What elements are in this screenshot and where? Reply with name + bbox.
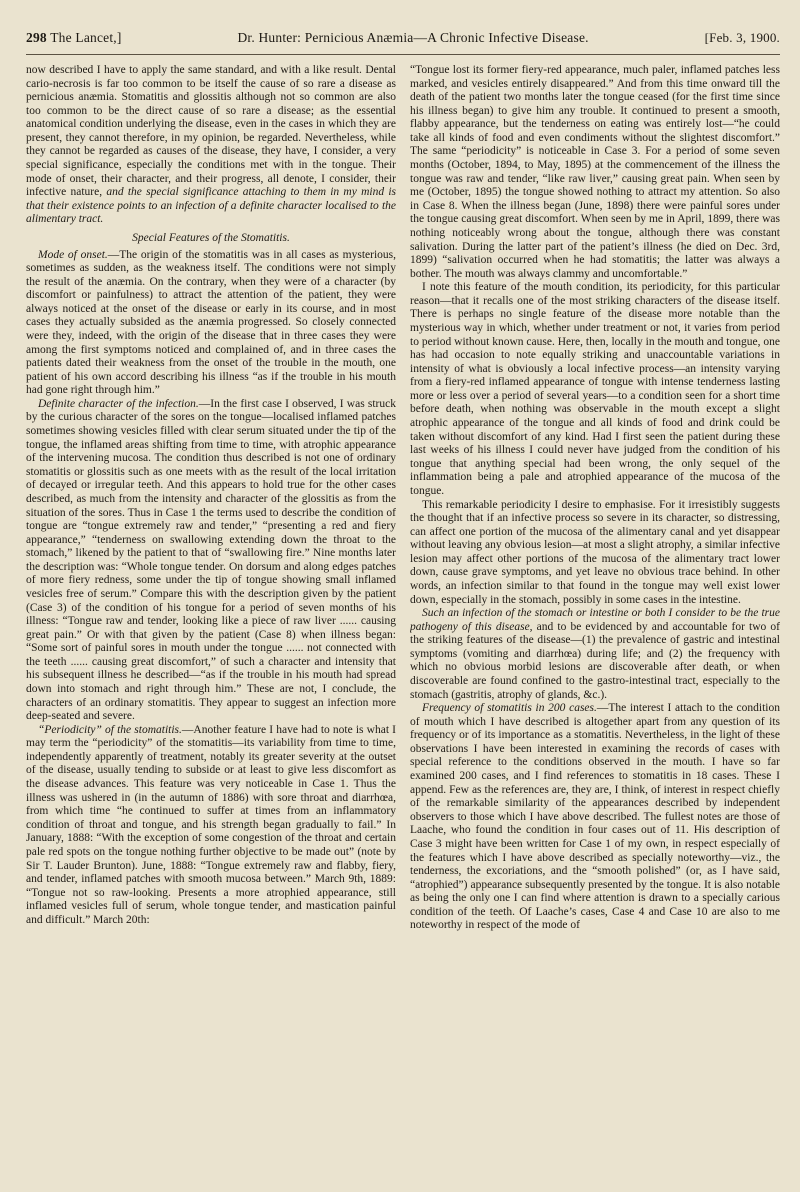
left-column — [26, 64, 396, 933]
right-column — [410, 64, 780, 933]
paragraph-continued: “Tongue lost its former fiery-red appearance, much paler, inflamed patches less marked, and vesicles entirely disappeared.” And from this time onward till the death of the patient two months later the tongue ceased (for the first time since his illness began) to give him any trouble. It continued to present a smooth, flabby appearance, but the tenderness on eating was entirely lost—“he could take all kinds of food and even condiments without the slightest discomfort.” The same “periodicity” is noticeable in Case 3. For a period of some seven months (October, 1894, to May, 1895) at the commencement of the illness the tongue was raw and tender, “like raw liver,” causing great pain. When seen by me (October, 1895) the tongue showed nothing to attract my attention. So also in Case 8. When the illness began (June, 1898) there were painful sores under the tongue causing great discomfort. When seen by me in April, 1899, there was nothing noticeably wrong about the tongue, although there was constant salivation. During the latter part of the patient’s illness (he died on Dec. 3rd, 1899) “salivation occurred when he had stomatitis; the latter was always a bother. The mouth was always clammy and uncomfortable.” — [410, 64, 780, 280]
frequency-lead: Frequency of stomatitis in 200 cases. — [422, 702, 597, 715]
paragraph-emphasis: This remarkable periodicity I desire to emphasise. For it irresistibly suggests the thought that if an infective process so severe in its character, so distressing, can affect one portion of the mucosa of the alimentary canal and yet disappear without leaving any obvious lesion—at most a slight atrophy, a similar infective lesion may affect other portions of the mucosa of the alimentary tract lower down, cause grave symptoms, and yet leave no obvious trace behind. In other words, an infection similar to that found in the tongue may well exist lower down, especially in the stomach, possibly in some cases in the intestine. — [410, 498, 780, 606]
periodicity-text: —Another feature I have had to note is what I may term the “periodicity” of the stomatitis—its variability from time to time, independently apparently of treatment, notably its greater severity at the outset of the disease, usually tending to subside or at least to give less discomfort as the disease advances. This feature was very noticeable in Case 1. Thus the illness was ushered in (in the autumn of 1886) with sore throat and diarrhœa, from which time “he continued to suffer at times from an inflammatory condition of throat and tongue, and his strength began gradually to fail.” In January, 1888: “With the exception of some congestion of the throat and certain pale red spots on the tongue nothing further objective to be made out” (note by Sir T. Lauder Brunton). June, 1888: “Tongue extremely raw and flabby, fiery, and tender, inflamed patches with smooth mucosa between.” March 9th, 1889: “Tongue not so raw-looking. Presents a more atrophied appearance, still inflamed vesicles full of serum, whole tongue tender, and mastication painful and difficult.” March 20th: — [26, 723, 396, 926]
definite-character-text: —In the first case I observed, I was struck by the curious character of the sores on the tongue—localised inflamed patches sometimes showing vesicles filled with clear serum situated under the tip of the tongue, the inflamed areas shifting from time to time, with atrophic appearance of the intervening mucosa. The condition thus described is not one of ordinary stomatitis or glossitis such as one meets with as the result of the local irritation of decayed or irregular teeth. And this appears to hold true for the other cases described, as much from the intensity and character of the glossitis as from the situation of the sores. Thus in Case 1 the terms used to describe the condition of tongue are “tongue extremely raw and tender,” “presenting a red and fiery appearance,” “tenderness on swallowing extending down the throat to the stomach,” likened by the patient to that of “swallowing fire.” Nine months later the description was: “Whole tongue tender. On dorsum and along edges patches of more fiery redness, some under the tip of tongue showing small inflamed vesicles free of serum.” Compare this with the description given by the patient (Case 3) of the condition of his tongue for a period of seven months of his illness: “Tongue raw and tender, looking like a piece of raw liver ...... causing great pain.” Or with that given by the patient (Case 8) when illness began: “Some sort of painful sores in mouth under the tongue ...... not connected with the teeth ...... causing great discomfort,” of such a character and intensity that his subsequent illness he described—“as if the trouble in his mouth had spread down into stomach and right through him.” These are not, I conclude, the characters of an ordinary stomatitis. They appear to suggest an infection more deep-seated and severe. — [26, 397, 396, 723]
paragraph-mode-of-onset — [26, 249, 396, 398]
intro-text: now described I have to apply the same standard, and with a like result. Dental cario-necrosis is far too common to be itself the cause of so rare a disease as pernicious anæmia. Stomatitis and glossitis although not so common are also too common to be the direct cause of so rare a disease; as the essential anatomical condition underlying the disease, even in the cases in which they are present, they cannot therefore, in my opinion, be regarded. Nevertheless, while they cannot be regarded as causes of the disease, they have, I consider, a very special significance, especially the conditions met with in the tongue. Their mode of onset, their character, and their progress, all denote, I consider, their infective nature, — [26, 64, 396, 199]
paragraph-definite-character — [26, 398, 396, 724]
paragraph-intro — [26, 64, 396, 227]
journal-name: The Lancet,] — [50, 30, 122, 45]
running-header — [26, 30, 780, 55]
paragraph-periodicity-note: I note this feature of the mouth condition, its periodicity, for this particular reason—that it recalls one of the most striking characters of the disease itself. There is perhaps no single feature of the disease more notable than the mysterious way in which, whether under treatment or not, it varies from period to period without known cause. Here, then, locally in the mouth and tongue, one has had occasion to note equally striking and unaccountable variations in intensity of what is obviously a local infective process—an intensity varying from a fiery-red inflamed appearance of tongue with intense tenderness lasting more or less over a period of several years—to a condition seen for a short time before death, when nothing was observable in the mouth except a slight atrophic appearance of the tongue and all kinds of food and drink could be taken without discomfort of any kind. Had I first seen the patient during these last weeks of his illness I could never have judged from the condition of his tongue that anything special had been wrong, the only sequel of the inflammation being a pale and atrophied appearance of the mucosa of the tongue. — [410, 281, 780, 497]
page-number: 298 — [26, 30, 47, 45]
paragraph-periodicity — [26, 724, 396, 928]
section-heading: Special Features of the Stomatitis. — [132, 231, 290, 244]
frequency-text: —The interest I attach to the condition of mouth which I have described is altogether apart from any question of its frequency or of its importance as a stomatitis. Nevertheless, in the light of these observations I have been interested in examining the records of cases with special reference to the conditions observed in the mouth. I have so far examined 200 cases, and I find references to stomatitis in 18 cases. These I append. Few as the references are, they are, I think, of interest in respect chiefly of the remarkable similarity of the appearances described by independent observers to those which I have above described. The fullest notes are those of Laache, who found the condition in four cases out of 11. His description of Case 3 might have been written for Case 1 of my own, in respect especially of the features which I have above described as specially noteworthy—viz., the tenderness, the excoriations, and the “smooth polished” (or, as I have said, “atrophied”) appearance subsequently presented by the tongue. It is also notable as being the only one I can find where attention is drawn to a specially carious condition of the teeth. Of Laache’s cases, Case 4 and Case 10 are also to me noteworthy in respect of the mode of — [410, 702, 780, 932]
mode-of-onset-lead: Mode of onset. — [38, 248, 108, 261]
paragraph-pathogeny — [410, 607, 780, 702]
mode-of-onset-text: —The origin of the stomatitis was in all cases as mysterious, sometimes as sudden, as the weakness itself. The conditions were not simply the result of the anæmia. On the contrary, when they were of a character (by discomfort or painfulness) to attract the attention of the patient, they were always noticed at the onset of the disease or early in its course, and in most cases they actually subsided as the anæmia progressed. So closely connected were they, indeed, with the origin of the disease that in three cases they were among the first symptoms noticed and complained of, and in three cases the patients dated their weakness from the onset of the trouble in the mouth, one patient of his own accord describing his illness “as if the trouble in his mouth had gone right through him.” — [26, 248, 396, 397]
paragraph-frequency — [410, 702, 780, 933]
definite-character-lead: Definite character of the infection. — [38, 397, 199, 410]
intro-emphasis: and the special significance attaching to them in my mind is that their existence points to an infection of a definite character localised to the alimentary tract. — [26, 186, 396, 226]
pathogeny-text: and to be evidenced by and accountable for two of the striking features of the disease—(1) the prevalence of gastric and intestinal symptoms (vomiting and diarrhœa) during life; and (2) the frequency with which no obvious morbid lesions are discoverable after death, or when discoverable are found confined to the gastro-intestinal tract, especially to the stomach (gastritis, atrophy of glands, &c.). — [410, 620, 780, 701]
periodicity-lead: “Periodicity” of the stomatitis. — [38, 723, 182, 736]
pathogeny-emphasis: Such an infection of the stomach or intestine or both I consider to be the true pathogeny of this disease, — [410, 607, 780, 633]
text-columns — [26, 64, 780, 933]
article-title: Dr. Hunter: Pernicious Anæmia—A Chronic Infective Disease. — [237, 30, 589, 45]
issue-date: [Feb. 3, 1900. — [704, 30, 780, 45]
